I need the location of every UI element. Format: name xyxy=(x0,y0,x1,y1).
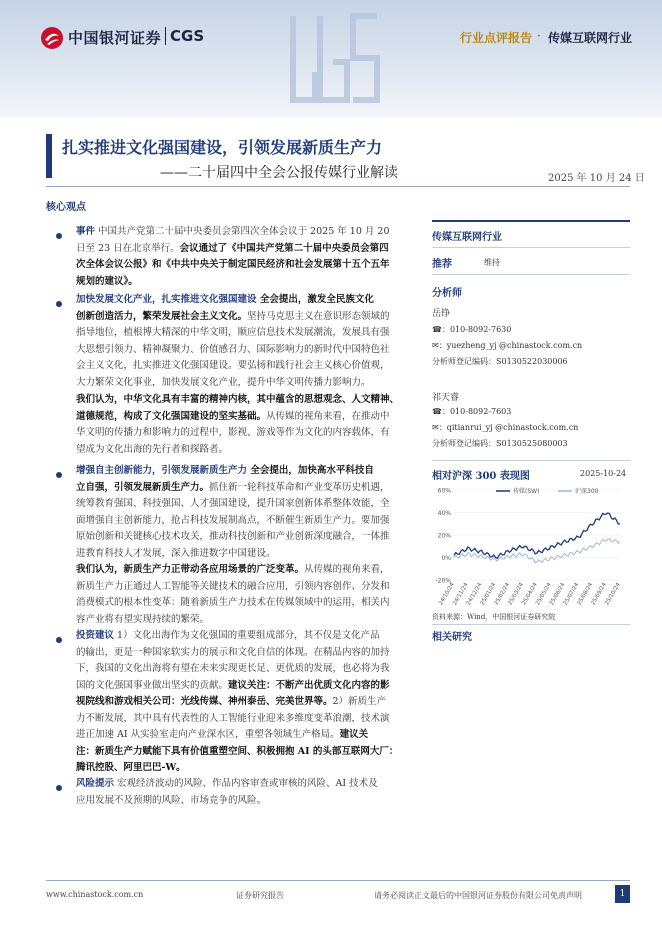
analyst-phone: ：010-8092-7603 xyxy=(441,407,512,416)
sidebar-top-rule xyxy=(432,220,630,222)
page-subtitle: ——二十届四中全会公报传媒行业解读 xyxy=(160,165,398,181)
chart-x-tick-label: 24/11/24 xyxy=(452,582,470,607)
analyst-cert: 分析师登记编码：S0130525080003 xyxy=(432,439,568,448)
chart-x-tick-label: 25/08/24 xyxy=(576,582,595,607)
page-title: 扎实推进文化强国建设，引领发展新质生产力 xyxy=(62,138,383,157)
sidebar-rule xyxy=(432,247,630,248)
chart-title: 相对沪深 300 表现图 xyxy=(432,471,530,482)
sidebar-rule xyxy=(432,624,630,625)
bullet-icon xyxy=(56,472,62,478)
paragraph-investment: 投资建议 1）文化出海作为文化强国的重要组成部分，其不仅是文化产品 的输出，更是一种国家软实力的展示和文化自信的体现。在精品内容的加持 下，我国的文化出海将有望在未来实现更长足、更优质的发展，也必将为我 国的文化强国事业做出坚实的贡献。建议关注：不断产出优质文化内容的影 视院线和游戏相关公司：光线传媒、神州泰岳、完美世界等。2）新质生产 力不断发展，其中具有代表性的人工智能行业迎来多维度变革浪潮，技术演 进正加速 AI 从实验室走向产业深水区，重塑各领域生产格局。建议关 注：新质生产力赋能下具有价值重塑空间、积极拥抱 AI 的头部互联网大厂： 腾讯控股、阿里巴巴-W。 xyxy=(76,630,399,773)
email-icon: ✉ xyxy=(432,423,439,432)
sidebar-rule xyxy=(432,274,630,275)
chart-y-tick-label: -20% xyxy=(435,577,451,585)
chart-x-tick-label: 25/10/24 xyxy=(604,582,622,607)
chart-x-tick-label: 25/01/24 xyxy=(479,582,498,607)
analyst-email[interactable]: ：yuezheng_yj @chinastock.com.cn xyxy=(438,341,583,350)
rating-label: 推荐 xyxy=(432,259,452,270)
analyst-label: 分析师 xyxy=(432,288,462,299)
analyst-name: 祁天睿 xyxy=(432,393,460,403)
chart-x-tick-label: 25/07/24 xyxy=(562,582,581,607)
paragraph-opinion-productivity: 我们认为，新质生产力正带动各应用场景的广泛变革。从传媒的视角来看， 新质生产力正通过人工智能等关键技术的融合应用，引领内容创作、分发和 消费模式的根本性变革：随着新质生产力技术在传媒领域中的运用，相关内 容产业将有望实现持续的繁荣。 xyxy=(76,564,390,625)
chart-y-tick-label: 40% xyxy=(437,510,451,517)
footer-disclaimer: 请务必阅读正文最后的中国银河证券股份有限公司免责声明 xyxy=(374,891,582,900)
analyst-phone-row xyxy=(432,324,511,335)
chart-x-tick-label: 25/06/24 xyxy=(548,582,567,607)
chart-legend-label: 沪深300 xyxy=(575,488,599,495)
email-icon: ✉ xyxy=(432,341,439,350)
analyst-phone: ：010-8092-7630 xyxy=(441,325,512,334)
chart-legend-label: 传媒(SW) xyxy=(513,488,540,495)
analyst-cert: 分析师登记编码：S0130522030006 xyxy=(432,357,568,366)
analyst-email-row xyxy=(432,422,578,433)
report-date: 2025 年 10 月 24 日 xyxy=(548,173,645,184)
paragraph-risk: 风险提示 宏观经济波动的风险、作品内容审查或审核的风险、AI 技术及 应用发展不及预期的风险、市场竞争的风险。 xyxy=(76,778,378,806)
analyst-email[interactable]: ：qitianrui_yj @chinastock.com.cn xyxy=(438,423,579,432)
sidebar-rule xyxy=(432,460,630,461)
footer-center-label: 证券研究报告 xyxy=(236,891,284,900)
chart-source: 资料来源：Wind，中国银河证券研究院 xyxy=(432,613,556,621)
logo-divider xyxy=(165,27,166,45)
paragraph-event: 事件 中国共产党第二十届中央委员会第四次全体会议于 2025 年 10 月 20 日至 23 日在北京举行。会议通过了《中国共产党第二十届中央委员会第四 次全体会议公报》和《中共中央关于制定国民经济和社会发展第十五个五年 规划的建议》。 xyxy=(76,226,390,287)
chart-x-tick-label: 24/10/24 xyxy=(438,582,456,607)
report-type-label: 行业点评报告 xyxy=(460,31,533,45)
paragraph-culture: 加快发展文化产业，扎实推进文化强国建设 全会提出，激发全民族文化 创新创造活力，繁荣发展社会主义文化。坚持马克思主义在意识形态领域的 指导地位，植根博大精深的中华文明，顺应信息技术发展潮流，发展具有强 大思想引领力、精神凝聚力、价值感召力、国际影响力的新时代中国特色社 会主义文化，扎实推进文化强国建设。要弘扬和践行社会主义核心价值观， 大力繁荣文化事业，加快发展文化产业，提升中华文明传播力影响力。 xyxy=(76,294,390,388)
chart-x-tick-label: 25/09/24 xyxy=(590,582,608,607)
header-industry-label: 传媒互联网行业 xyxy=(548,31,633,45)
sidebar-industry-title: 传媒互联网行业 xyxy=(432,232,502,243)
footer-website[interactable]: www.chinastock.com.cn xyxy=(46,890,144,899)
bullet-icon xyxy=(56,785,62,791)
core-view-label: 核心观点 xyxy=(46,202,86,213)
cgs-watermark-logo xyxy=(285,12,385,104)
paragraph-innovation: 增强自主创新能力，引领发展新质生产力 全会提出，加快高水平科技自 立自强，引领发展新质生产力。抓住新一轮科技革命和产业变革历史机遇， 统筹教育强国、科技强国、人才强国建设，提升国家创新体系整体效能，全 面增强自主创新能力，抢占科技发展制高点，不断催生新质生产力。要加强 原始创新和关键核心技术攻关，推动科技创新和产业创新深度融合，一体推 进教育科技人才发展，深入推进数字中国建设。 xyxy=(76,465,390,559)
analyst-phone-row xyxy=(432,406,511,417)
bullet-icon xyxy=(56,301,62,307)
bullet-icon xyxy=(56,637,62,643)
chart-y-tick-label: 60% xyxy=(437,487,451,495)
chart-date: 2025-10-24 xyxy=(580,469,627,478)
logo-text-en: CGS xyxy=(170,27,205,45)
title-divider xyxy=(46,186,630,187)
related-research-label: 相关研究 xyxy=(432,632,472,643)
phone-icon: ☎ xyxy=(432,325,442,334)
performance-chart xyxy=(428,480,628,610)
bullet-icon xyxy=(56,233,62,239)
header-dot: · xyxy=(537,29,541,43)
analyst-name: 岳铮 xyxy=(432,309,451,319)
phone-icon: ☎ xyxy=(432,407,442,416)
chart-x-tick-label: 25/03/24 xyxy=(507,582,525,607)
cgs-logo-icon xyxy=(40,26,64,50)
chart-x-tick-label: 25/05/24 xyxy=(535,582,553,607)
rating-value: 维持 xyxy=(484,258,500,267)
chart-series-line xyxy=(454,513,620,558)
page-number: 1 xyxy=(615,885,630,903)
chart-y-tick-label: 20% xyxy=(437,532,451,540)
chart-x-tick-label: 25/04/24 xyxy=(521,582,539,607)
analyst-email-row xyxy=(432,340,582,351)
chart-x-tick-label: 24/12/24 xyxy=(465,582,484,607)
paragraph-opinion-culture: 我们认为，中华文化具有丰富的精神内核，其中蕴含的思想观念、人文精神、 道德规范，构成了文化强国建设的坚实基础。从传媒的视角来看，在推动中 华文明的传播力和影响力的过程中，影视、游戏等作为文化的内容载体，有 望成为文化出海的先行者和探路者。 xyxy=(76,394,400,455)
title-accent-bar xyxy=(46,134,52,178)
chart-series-line xyxy=(454,539,620,563)
chart-y-tick-label: 0% xyxy=(441,555,451,562)
chart-x-tick-label: 25/02/24 xyxy=(493,582,512,607)
footer-divider xyxy=(46,880,630,881)
logo-text-cn: 中国银河证券 xyxy=(68,29,162,47)
